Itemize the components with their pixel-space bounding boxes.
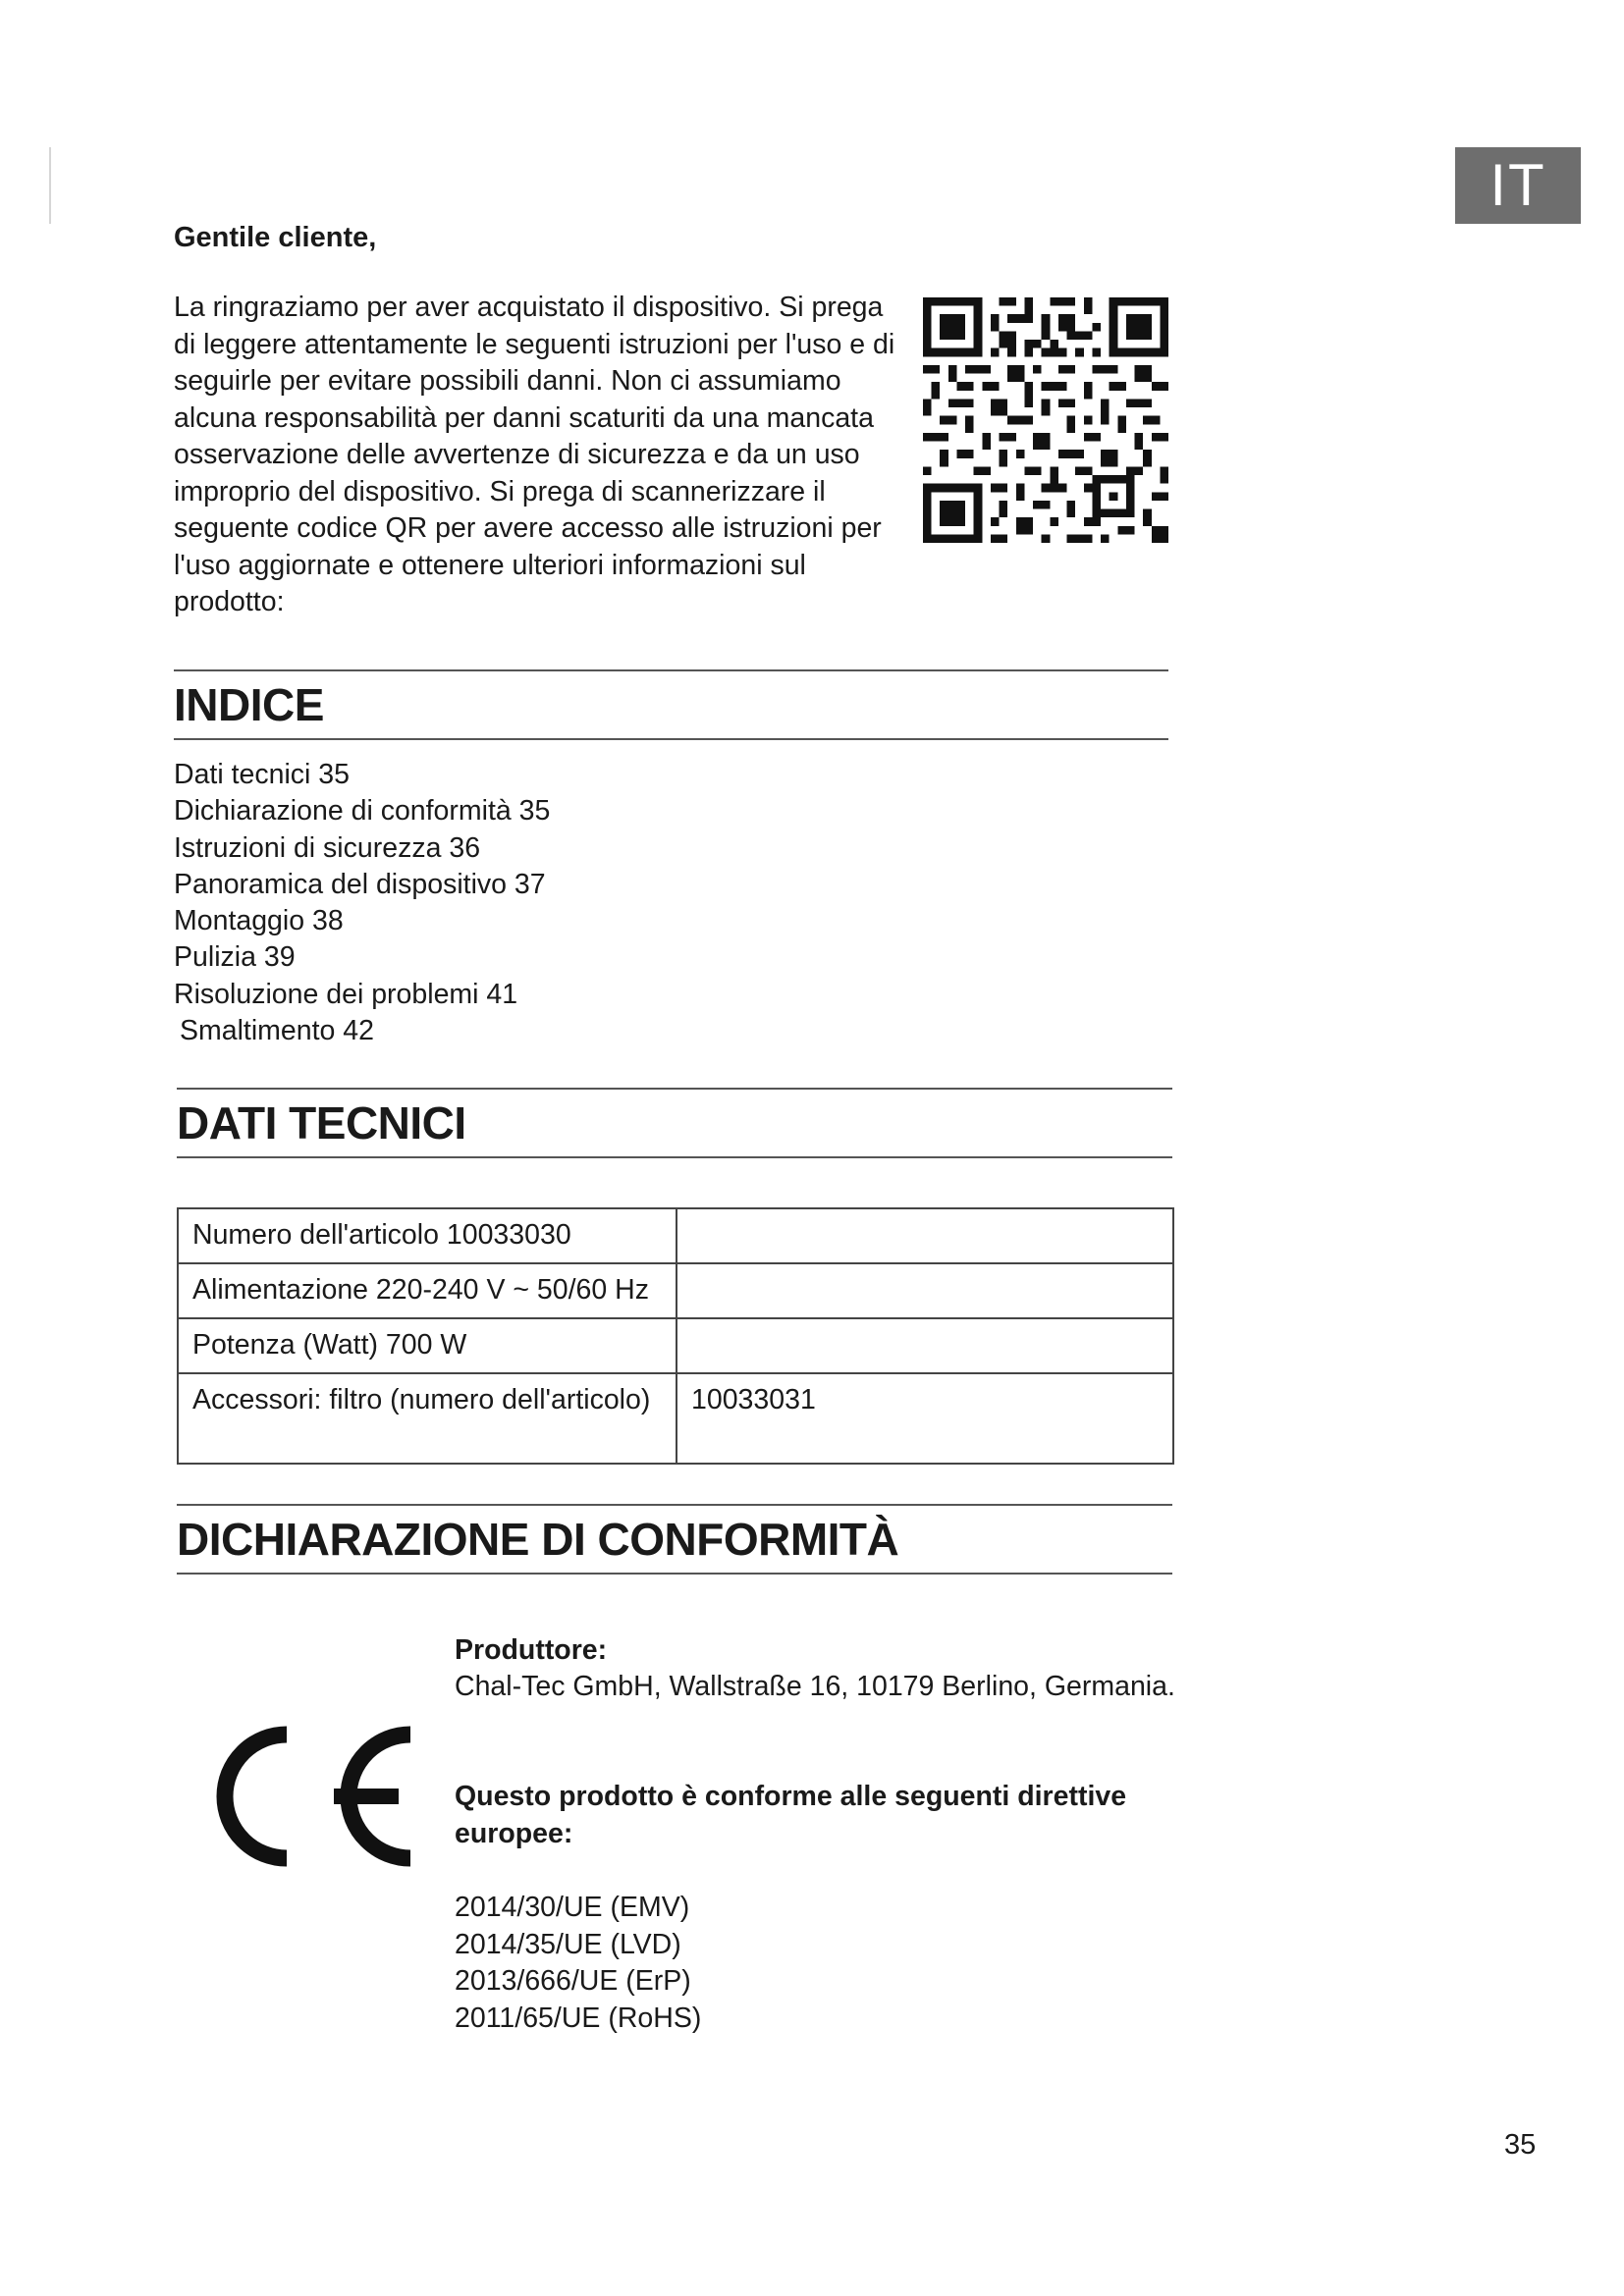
technical-data-title: DATI TECNICI [177, 1097, 466, 1148]
directive-item: 2014/30/UE (EMV) [455, 1892, 690, 1923]
declaration-heading [177, 1504, 1172, 1575]
directive-item: 2013/666/UE (ErP) [455, 1965, 691, 1997]
toc-entry: Smaltimento 42 [180, 1015, 375, 1047]
technical-data-table [177, 1207, 1174, 1465]
producer-label: Produttore: [455, 1634, 608, 1666]
toc-entry: Dati tecnici 35 [174, 759, 351, 790]
table-row [178, 1318, 1173, 1373]
page-number: 35 [1504, 2129, 1537, 2161]
toc-entry: Pulizia 39 [174, 941, 296, 974]
spec-label: Potenza (Watt) 700 W [178, 1318, 677, 1373]
qr-code-icon [923, 297, 1168, 543]
toc-entry: Dichiarazione di conformità 35 [174, 795, 551, 828]
directives-heading: Questo prodotto è conforme alle seguenti direttive europee: [455, 1781, 1127, 1849]
producer-address: Chal-Tec GmbH, Wallstraße 16, 10179 Berlino, Germania. [455, 1671, 1175, 1702]
page-edge-mark [49, 147, 51, 224]
ce-mark-icon [196, 1713, 422, 1880]
spec-value [677, 1263, 1173, 1318]
spec-value [677, 1318, 1173, 1373]
directives-list [455, 1890, 701, 2037]
table-of-contents [174, 757, 550, 1049]
spec-value [677, 1208, 1173, 1263]
intro-paragraph: La ringraziamo per aver acquistato il dispositivo. Si prega di leggere attentamente le seguenti istruzioni per l'uso e di seguirle per evitare possibili danni. Non ci assumiamo alcuna responsabilità per danni scaturiti da una mancata osservazione delle avvertenze di sicurezza e da un uso improprio del dispositivo. Si prega di scannerizzare il seguente codice QR per avere accesso alle istruzioni per l'uso aggiornate e ottenere ulteriori informazioni sul prodotto: [174, 292, 895, 617]
language-tab: IT [1455, 147, 1581, 224]
spec-label: Numero dell'articolo 10033030 [178, 1208, 677, 1263]
toc-entry: Montaggio 38 [174, 905, 344, 937]
toc-entry: Istruzioni di sicurezza 36 [174, 831, 481, 864]
declaration-title: DICHIARAZIONE DI CONFORMITÀ [177, 1514, 899, 1565]
toc-entry: Panoramica del dispositivo 37 [174, 868, 546, 900]
toc-entry: Risoluzione dei problemi 41 [174, 978, 518, 1010]
greeting: Gentile cliente, [174, 222, 377, 253]
spec-label: Alimentazione 220-240 V ~ 50/60 Hz [178, 1263, 677, 1318]
spec-value: 10033031 [677, 1373, 1173, 1464]
spec-label: Accessori: filtro (numero dell'articolo) [178, 1373, 677, 1464]
table-row [178, 1373, 1173, 1464]
directive-item: 2011/65/UE (RoHS) [455, 2002, 702, 2034]
technical-data-heading [177, 1088, 1172, 1158]
table-row [178, 1263, 1173, 1318]
index-title: INDICE [174, 679, 324, 730]
index-heading [174, 669, 1168, 740]
table-row [178, 1208, 1173, 1263]
directive-item: 2014/35/UE (LVD) [455, 1928, 681, 1960]
